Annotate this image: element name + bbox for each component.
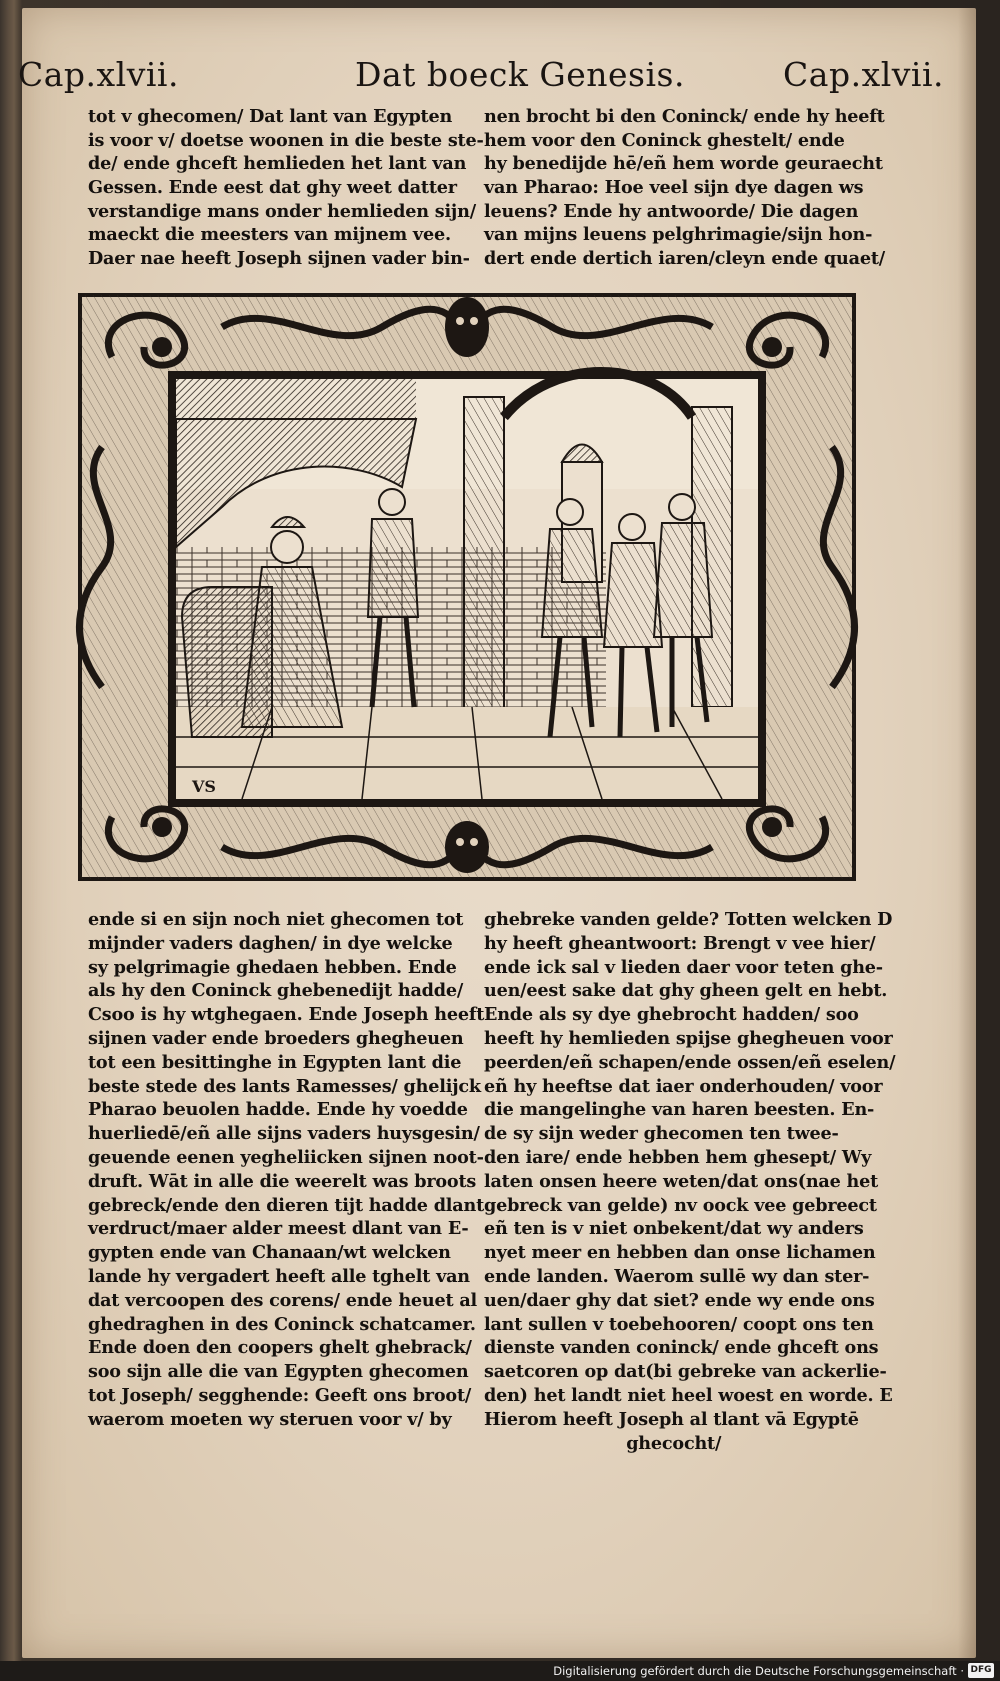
text-line: uen/eest sake dat ghy gheen gelt en hebt.	[484, 980, 888, 1002]
chapter-label-right: Cap.xlvii.	[783, 55, 944, 94]
text-line: als hy den Coninck ghebenedijt hadde/	[88, 980, 464, 1002]
text-column-top-left	[88, 105, 484, 271]
text-line: nen brocht bi den Coninck/ ende hy heeft	[484, 106, 885, 127]
text-line: dienste vanden coninck/ ende ghceft ons	[484, 1337, 879, 1359]
woodcut-monogram: VS	[192, 777, 216, 796]
text-line: tot Joseph/ segghende: Geeft ons broot/	[88, 1384, 472, 1406]
chapter-label-left: Cap.xlvii.	[18, 55, 179, 94]
text-line: waerom moeten wy steruen voor v/ by	[88, 1408, 452, 1430]
text-line: lant sullen v toebehooren/ coopt ons ten	[484, 1313, 874, 1335]
text-line: mijnder vaders daghen/ in dye welcke	[88, 932, 453, 954]
text-line: die mangelinghe van haren beesten. En-	[484, 1099, 875, 1121]
text-line: gypten ende van Chanaan/wt welcken	[88, 1242, 451, 1264]
text-line: sijnen vader ende broeders ghegheuen	[88, 1027, 464, 1049]
text-line: hy benedijde hē/eñ hem worde geuraecht	[484, 153, 883, 175]
text-line: sy pelgrimagie ghedaen hebben. Ende	[88, 956, 457, 978]
text-line: hem voor den Coninck ghestelt/ ende	[484, 129, 845, 151]
woodcut-illustration	[72, 287, 862, 887]
text-line: leuens? Ende hy antwoorde/ Die dagen	[484, 200, 859, 222]
dfg-logo: DFG	[968, 1663, 994, 1678]
text-line: ghedraghen in des Coninck schatcamer.	[88, 1313, 476, 1335]
text-line: huerliedē/eñ alle sijns vaders huysgesin/	[88, 1123, 480, 1145]
text-line: Ende als sy dye ghebrocht hadden/ soo	[484, 1004, 859, 1026]
woodcut-scene	[168, 371, 766, 807]
text-line: heeft hy hemlieden spijse ghegheuen voor	[484, 1027, 893, 1049]
text-line: tot een besittinghe in Egypten lant die	[88, 1051, 462, 1073]
text-line: eñ ten is v niet onbekent/dat wy anders	[484, 1218, 864, 1240]
text-line: de sy sijn weder ghecomen ten twee-	[484, 1123, 839, 1145]
text-line: maeckt die meesters van mijnem vee.	[88, 224, 451, 246]
text-line: hy heeft gheantwoort: Brengt v vee hier/	[484, 932, 876, 954]
text-line: de/ ende ghceft hemlieden het lant van	[88, 153, 467, 175]
text-line: is voor v/ doetse woonen in die beste ste-	[88, 129, 484, 151]
text-line: ghecocht/	[484, 1432, 722, 1454]
text-line: geuende eenen yegheliicken sijnen noot-	[88, 1146, 484, 1168]
text-line: verstandige mans onder hemlieden sijn/	[88, 200, 476, 222]
text-line: gebreck/ende den dieren tijt hadde dlant	[88, 1194, 485, 1216]
text-line: den iare/ ende hebben hem ghesept/ Wy	[484, 1146, 872, 1168]
text-line: ende landen. Waerom sullē wy dan ster-	[484, 1265, 870, 1287]
text-line: uen/daer ghy dat siet? ende wy ende ons	[484, 1289, 875, 1311]
text-line: Csoo is hy wtghegaen. Ende Joseph heeft	[88, 1004, 485, 1026]
text-line: peerden/eñ schapen/ende ossen/eñ eselen/	[484, 1051, 896, 1073]
text-column-bottom-right	[484, 908, 895, 1455]
text-line: dert ende dertich iaren/cleyn ende quaet/	[484, 248, 885, 270]
text-line: ghebreke vanden gelde? Totten welcken D	[484, 909, 893, 930]
text-line: den) het landt niet heel woest en worde. E	[484, 1384, 893, 1406]
text-line: eñ hy heeftse dat iaer onderhouden/ voor	[484, 1075, 883, 1097]
text-line: Ende doen den coopers ghelt ghebrack/	[88, 1337, 472, 1359]
text-line: Hierom heeft Joseph al tlant vā Egyptē	[484, 1408, 859, 1430]
text-line: saetcoren op dat(bi gebreke van ackerlie-	[484, 1361, 887, 1383]
text-line: Pharao beuolen hadde. Ende hy voedde	[88, 1099, 468, 1121]
text-line: druft. Wāt in alle die weerelt was broots	[88, 1170, 477, 1192]
running-head	[10, 55, 950, 105]
text-line: soo sijn alle die van Egypten ghecomen	[88, 1361, 469, 1383]
text-line: ende ick sal v lieden daer voor teten ghe-	[484, 956, 883, 978]
text-line: laten onsen heere weten/dat ons(nae het	[484, 1170, 879, 1192]
funding-credit: Digitalisierung gefördert durch die Deutsche Forschungsgemeinschaft ·	[553, 1664, 964, 1678]
text-line: van Pharao: Hoe veel sijn dye dagen ws	[484, 177, 864, 199]
text-line: verdruct/maer alder meest dlant van E-	[88, 1218, 469, 1240]
text-line: lande hy vergadert heeft alle tghelt van	[88, 1265, 470, 1287]
text-line: ende si en sijn noch niet ghecomen tot	[88, 909, 464, 930]
book-title: Dat boeck Genesis.	[355, 55, 685, 94]
text-line: gebreck van gelde) nv oock vee gebreect	[484, 1194, 877, 1216]
text-line: Gessen. Ende eest dat ghy weet datter	[88, 177, 457, 199]
text-column-bottom-left	[88, 908, 484, 1432]
text-column-top-right	[484, 105, 885, 271]
text-line: tot v ghecomen/ Dat lant van Egypten	[88, 106, 453, 127]
text-line: van mijns leuens pelghrimagie/sijn hon-	[484, 224, 873, 246]
text-line: dat vercoopen des corens/ ende heuet al	[88, 1289, 478, 1311]
text-line: Daer nae heeft Joseph sijnen vader bin-	[88, 248, 470, 270]
page-edge-shadow	[958, 8, 976, 1658]
text-line: nyet meer en hebben dan onse lichamen	[484, 1242, 876, 1264]
text-line: beste stede des lants Ramesses/ ghelijck	[88, 1075, 481, 1097]
